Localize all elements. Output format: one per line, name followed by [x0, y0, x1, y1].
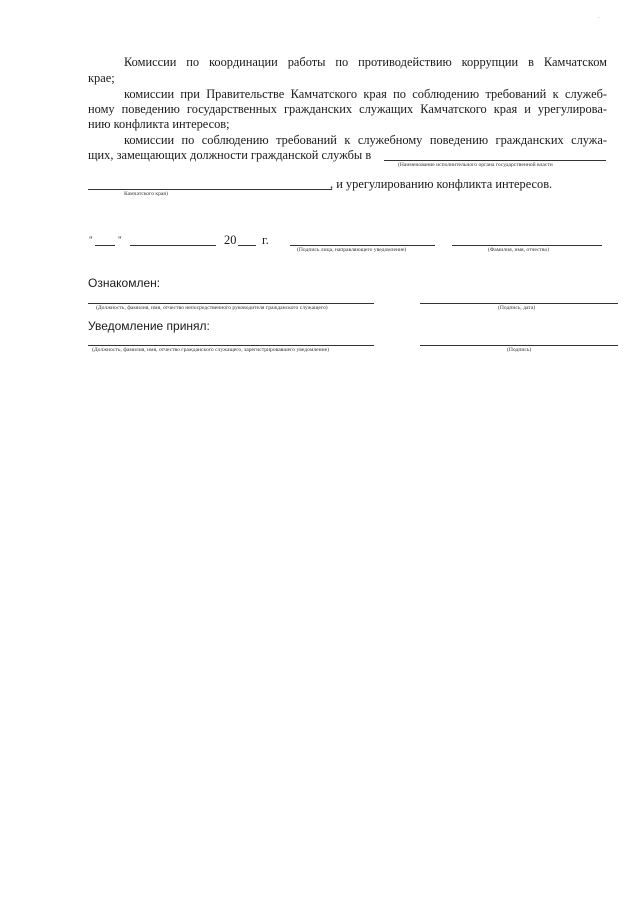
- acknowledged-signature-line: [420, 303, 618, 304]
- day-field-line: [95, 245, 115, 246]
- sender-signature-caption: (Подпись лица, направляющего уведомление): [297, 247, 407, 253]
- paragraph-1-line-1: Комиссии по координации работы по противодействию коррупции в Камчатском: [124, 55, 607, 69]
- paragraph-3-line-2: щих, замещающих должности гражданской службы в: [88, 148, 372, 162]
- corner-mark: ·: [598, 16, 600, 21]
- sender-name-caption: (Фамилия, имя, отчество): [488, 247, 550, 253]
- paragraph-1-line-2: крае;: [88, 71, 115, 85]
- acknowledged-signature-caption: (Подпись, дата): [498, 305, 536, 311]
- month-field-line: [130, 245, 216, 246]
- paragraph-3-line-1: комиссии по соблюдению требований к служебному поведению гражданских служа-: [124, 133, 607, 147]
- sender-signature-line: [290, 245, 435, 246]
- received-label: Уведомление принял:: [88, 319, 210, 333]
- date-quote-open: ": [89, 235, 93, 245]
- received-signature-line: [420, 345, 618, 346]
- paragraph-2-line-2: ному поведению государственных гражданских служащих Камчатского края и урегулирова-: [88, 102, 607, 116]
- paragraph-2-line-1: комиссии при Правительстве Камчатского края по соблюдению требований к служеб-: [124, 87, 607, 101]
- received-position-caption: (Должность, фамилия, имя, отчество гражданского служащего, зарегистрировавшего уведомление): [92, 347, 329, 353]
- organ-name-caption: (Наименование исполнительного органа государственной власти: [398, 162, 553, 168]
- kray-caption: Камчатского края): [124, 191, 168, 197]
- organ-name-field-line: [384, 160, 606, 161]
- acknowledged-position-caption: (Должность, фамилия, имя, отчество непосредственного руководителя гражданского служащего): [96, 305, 328, 311]
- date-quote-close: ": [118, 235, 122, 245]
- year-field-line: [238, 245, 256, 246]
- year-prefix: 20: [224, 233, 237, 247]
- sender-name-line: [452, 245, 602, 246]
- received-position-line: [88, 345, 374, 346]
- acknowledged-position-line: [88, 303, 374, 304]
- year-suffix: г.: [262, 233, 269, 247]
- organ-name-field-line-2: [88, 189, 332, 190]
- acknowledged-label: Ознакомлен:: [88, 276, 161, 290]
- paragraph-2-line-3: нию конфликта интересов;: [88, 117, 230, 131]
- received-signature-caption: (Подпись): [507, 347, 532, 353]
- paragraph-3-line-3: , и урегулированию конфликта интересов.: [330, 177, 553, 191]
